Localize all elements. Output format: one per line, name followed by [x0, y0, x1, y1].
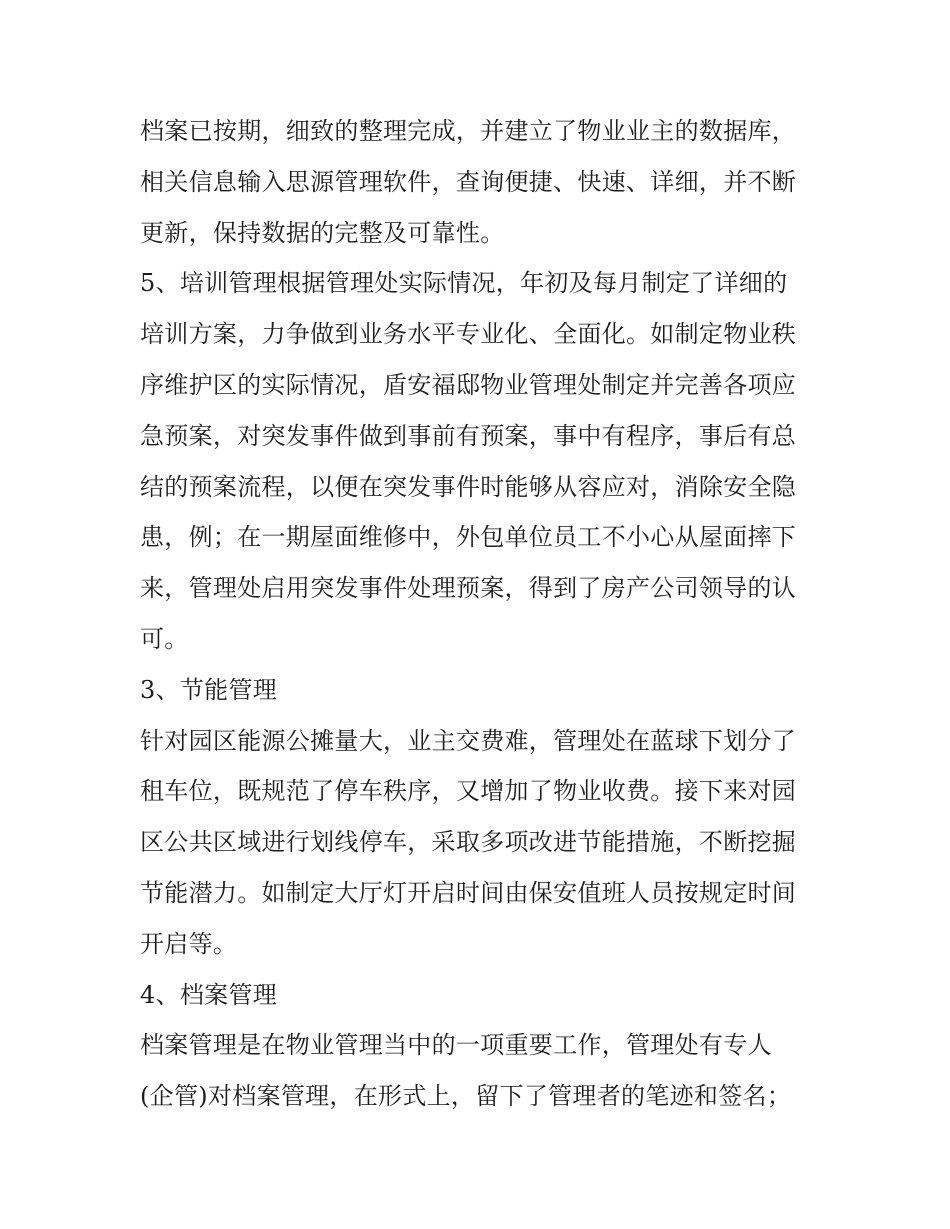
text-line-8: 结的预案流程，以便在突发事件时能够从容应对，消除安全隐 [140, 472, 797, 501]
section-heading-archives: 4、档案管理 [140, 980, 278, 1009]
text-line-17: 开启等。 [140, 929, 238, 958]
text-line-2: 相关信息输入思源管理软件，查询便捷、快速、详细，并不断 [140, 167, 797, 196]
text-line-13: 针对园区能源公摊量大，业主交费难，管理处在蓝球下划分了 [140, 726, 797, 755]
text-line-20: (企管)对档案管理，在形式上，留下了管理者的笔迹和签名； [140, 1082, 792, 1111]
text-line-9: 患，例；在一期屋面维修中，外包单位员工不小心从屋面摔下 [140, 523, 797, 552]
text-line-10: 来，管理处启用突发事件处理预案，得到了房产公司领导的认 [140, 574, 797, 603]
text-line-3: 更新，保持数据的完整及可靠性。 [140, 218, 505, 247]
text-line-6: 序维护区的实际情况，盾安福邸物业管理处制定并完善各项应 [140, 370, 797, 399]
text-line-7: 急预案，对突发事件做到事前有预案，事中有程序，事后有总 [140, 421, 797, 450]
text-line-4: 5、培训管理根据管理处实际情况，年初及每月制定了详细的 [140, 269, 788, 298]
document-body [140, 106, 812, 1122]
text-line-5: 培训方案，力争做到业务水平专业化、全面化。如制定物业秩 [140, 320, 797, 349]
section-heading-energy: 3、节能管理 [140, 675, 278, 704]
text-line-14: 租车位，既规范了停车秩序，又增加了物业收费。接下来对园 [140, 777, 797, 806]
text-line-11: 可。 [140, 624, 189, 653]
text-line-19: 档案管理是在物业管理当中的一项重要工作，管理处有专人 [140, 1031, 772, 1060]
text-line-16: 节能潜力。如制定大厅灯开启时间由保安值班人员按规定时间 [140, 878, 797, 907]
text-line-15: 区公共区域进行划线停车，采取多项改进节能措施，不断挖掘 [140, 828, 797, 857]
text-line-1: 档案已按期，细致的整理完成，并建立了物业业主的数据库， [140, 117, 797, 145]
